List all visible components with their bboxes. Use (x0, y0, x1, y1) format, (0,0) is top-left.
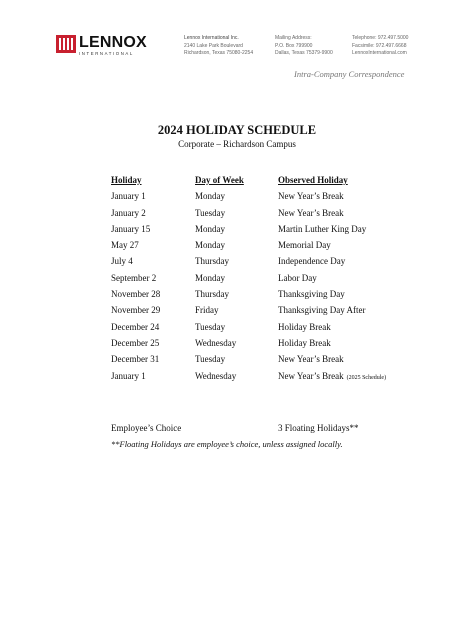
observed-holiday-name: Holiday Break (278, 321, 331, 332)
mailing-city: Dallas, Texas 75379-9900 (275, 50, 333, 56)
table-row (111, 338, 431, 354)
header-observed-holiday: Observed Holiday (278, 175, 348, 185)
logo-subtitle: INTERNATIONAL (79, 51, 134, 56)
holiday-table (111, 175, 431, 387)
holiday-date: December 25 (111, 337, 160, 348)
table-row (111, 354, 431, 370)
day-of-week: Tuesday (195, 354, 226, 365)
intra-company-tagline: Intra-Company Correspondence (294, 69, 405, 79)
footnote: **Floating Holidays are employee’s choice, unless assigned locally. (111, 439, 343, 449)
observed-holiday (278, 354, 344, 364)
holiday-date: January 1 (111, 191, 146, 202)
header-holiday: Holiday (111, 175, 142, 185)
schedule-note: (2025 Schedule) (346, 374, 387, 381)
holiday-date: January 2 (111, 207, 146, 218)
observed-holiday (278, 273, 317, 283)
day-of-week: Tuesday (195, 321, 226, 332)
observed-holiday-name: Thanksgiving Day (278, 289, 345, 300)
company-street: 2140 Lake Park Boulevard (184, 42, 243, 49)
company-city: Richardson, Texas 75080-2254 (184, 50, 254, 56)
lennox-logo (56, 35, 147, 56)
table-row (111, 273, 431, 289)
table-row (111, 256, 431, 272)
day-of-week: Thursday (195, 256, 229, 267)
holiday-date: January 1 (111, 370, 146, 381)
table-row (111, 322, 431, 338)
page-title: 2024 HOLIDAY SCHEDULE (157, 123, 317, 137)
header-day-of-week: Day of Week (195, 175, 244, 185)
telephone: Telephone: 972.497.5000 (352, 35, 409, 41)
mailing-address-block (275, 35, 333, 58)
observed-holiday (278, 224, 366, 234)
observed-holiday (278, 322, 331, 332)
table-row (111, 240, 431, 256)
employee-choice-value: 3 Floating Holidays** (278, 423, 359, 433)
facsimile: Facsimile: 972.497.6668 (352, 42, 407, 49)
observed-holiday-name: Holiday Break (278, 337, 331, 348)
holiday-date: December 31 (111, 354, 160, 365)
day-of-week: Thursday (195, 289, 229, 300)
observed-holiday (278, 289, 345, 299)
employee-choice-label: Employee’s Choice (111, 423, 182, 433)
holiday-date: November 29 (111, 305, 161, 316)
table-row (111, 289, 431, 305)
holiday-date: December 24 (111, 321, 160, 332)
table-row (111, 305, 431, 321)
day-of-week: Wednesday (195, 337, 237, 348)
mailing-label: Mailing Address: (275, 35, 312, 41)
logo-wordmark: LENNOX (79, 34, 147, 51)
observed-holiday-name: Independence Day (278, 256, 346, 267)
observed-holiday-name: New Year’s Break (278, 354, 344, 365)
holiday-date: September 2 (111, 272, 157, 283)
table-row (111, 208, 431, 224)
company-address-block (184, 35, 253, 58)
employee-choice-row (111, 423, 431, 435)
holiday-date: January 15 (111, 223, 151, 234)
day-of-week: Monday (195, 191, 225, 202)
observed-holiday (278, 338, 331, 348)
day-of-week: Monday (195, 272, 225, 283)
observed-holiday (278, 240, 331, 250)
table-row (111, 191, 431, 207)
observed-holiday (278, 371, 386, 381)
observed-holiday-name: New Year’s Break (278, 370, 344, 381)
observed-holiday-name: Labor Day (278, 272, 317, 283)
holiday-date: May 27 (111, 240, 139, 251)
page-subtitle: Corporate – Richardson Campus (178, 139, 296, 149)
company-name: Lennox International Inc. (184, 35, 239, 41)
observed-holiday (278, 305, 365, 315)
table-row (111, 224, 431, 240)
observed-holiday-name: Thanksgiving Day After (278, 305, 366, 316)
lennox-logo-icon (56, 35, 76, 53)
observed-holiday (278, 208, 344, 218)
observed-holiday-name: Martin Luther King Day (278, 223, 367, 234)
observed-holiday (278, 191, 344, 201)
observed-holiday-name: Memorial Day (278, 240, 331, 251)
day-of-week: Wednesday (195, 370, 237, 381)
holiday-date: November 28 (111, 289, 161, 300)
contact-block (352, 35, 408, 58)
day-of-week: Monday (195, 223, 225, 234)
observed-holiday (278, 256, 345, 266)
day-of-week: Tuesday (195, 207, 226, 218)
website: LennoxInternational.com (352, 50, 407, 56)
observed-holiday-name: New Year’s Break (278, 207, 344, 218)
mailing-po-box: P.O. Box 799900 (275, 42, 313, 49)
observed-holiday-name: New Year’s Break (278, 191, 344, 202)
day-of-week: Monday (195, 240, 225, 251)
table-row (111, 371, 431, 387)
holiday-date: July 4 (111, 256, 133, 267)
table-header-row (111, 175, 431, 191)
day-of-week: Friday (195, 305, 219, 316)
